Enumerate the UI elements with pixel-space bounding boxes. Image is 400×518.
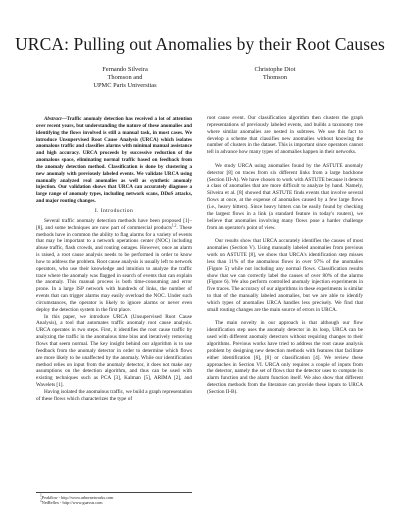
- abstract: [36, 116, 192, 205]
- author-block: [220, 66, 330, 82]
- body-paragraph: Our results show that URCA accurately identifies the causes of most anomalies (Section V). Using manually labeled anomalies from previous work on ASTUTE [8], we show that URCA's identification step misses less than 11% of the anomalous flows in over 97% of the anomalies (Figure 5) while not including any normal flows. Classification results show that we can correctly label the causes of over 80% of the alarms (Figure 6). We also perform controlled anomaly injection experiments in five traces. The accuracy of our algorithms in these experiments is similar to that of the manually labeled anomalies, but we are able to identify which types of anomalies URCA handles less precisely. We find that small routing changes are the main source of errors in URCA.: [207, 238, 363, 313]
- body-paragraph: root cause event. Our classification algorithm then clusters the graph representations of previously labeled events, and builds a taxonomy tree where similar anomalies are nested in subtrees. We use this fact to develop a scheme that classifies new anomalies without knowing the number of clusters in the dataset. This is important since operators cannot tell in advance how many types of anomalies happen in their networks.: [207, 115, 363, 156]
- paper-title: URCA: Pulling out Anomalies by their Root Causes: [15, 34, 385, 54]
- abstract-text: —Traffic anomaly detection has received a lot of attention over recent years, but understanding the nature of these anomalies and identifying the flows involved is still a manual task, in most cases. We introduce Unsupervised Root Cause Analysis (URCA) which isolates anomalous traffic and classifies alarms with minimal manual assistance and high accuracy. URCA proceeds by successive reduction of the anomalous space, eliminating normal traffic based on feedback from the anomaly detection method. Classification is done by clustering a new anomaly with previously labeled events. We validate URCA using manually analyzed real anomalies as well as synthetic anomaly injection. Our validation shows that URCA can accurately diagnose a large range of anomaly types, including network scans, DDoS attacks, and major routing changes.: [36, 116, 192, 205]
- body-paragraph: [36, 218, 192, 314]
- footnote: [36, 500, 192, 505]
- author-affiliation: Thomson: [262, 74, 288, 81]
- body-paragraph: In this paper, we introduce URCA (Unsupervised Root Cause Analysis), a tool that automates traffic anomaly root cause analysis. URCA operates in two steps. First, it identifies the root cause traffic by analyzing the traffic in the anomalous time bins and iteratively removing flows that seem normal. The key insight behind our algorithm is to use feedback from the anomaly detector in order to determine which flows are more likely to be unaffected by the anomaly. While our identification method relies on input from the anomaly detector, it does not make any assumptions on the detection algorithm, and thus can be used with existing techniques such as PCA [3], Kalman [5], ARIMA [2], and Wavelets [1].: [36, 313, 192, 389]
- body-paragraph: Having isolated the anomalous traffic, we build a graph representation of these flows which characterizes the type of: [36, 388, 192, 402]
- footnote-ref: 1,2: [171, 222, 177, 227]
- footnote-mark: 1: [40, 493, 42, 498]
- footnote-mark: 2: [40, 498, 42, 503]
- author-affiliation: Thomson and: [107, 74, 143, 81]
- abstract-label: Abstract: [44, 116, 62, 122]
- footnote-text: NetReflex - http://www.guavus.com: [41, 499, 103, 505]
- section-heading: I. Introduction: [94, 207, 134, 214]
- right-column: [207, 115, 363, 396]
- body-paragraph: We study URCA using anomalies found by the ASTUTE anomaly detector [8] on traces from six different links from a large backbone (Section III-A). We have chosen to work with ASTUTE because it detects a class of anomalies that are more difficult to analyze by hand. Namely, Silveira et al. [8] showed that ASTUTE finds events that involve several flows at once, at the expense of anomalies caused by a few large flows (i.e., heavy hitters). Since heavy hitters can be easily found by checking the largest flows in a link (a standard feature in today's routers), we believe that anomalies involving many flows pose a harder challenge from an operator's point of view.: [207, 162, 363, 231]
- footnote-text: Peakflow - http://www.arbornetworks.com: [41, 494, 114, 500]
- left-column: [36, 116, 192, 403]
- author-block: [70, 66, 180, 90]
- footnotes: [36, 492, 192, 505]
- author-affiliation: UPMC Paris Universitas: [93, 82, 157, 89]
- body-paragraph: The main novelty in our approach is that although our flow identification step uses the anomaly detector in its loop, URCA can be used with different anomaly detectors without requiring changes to their algorithms. Previous works have tried to address the root cause analysis problem by designing new detection methods with features that facilitate either identification [6], [8] or classification [4]. We review these approaches in Section VI. URCA only requires a couple of inputs from the detector, namely the set of flows that the detector uses to compute its alarm function and the alarm function itself. We also show that different detection methods from the literature can provide these inputs to URCA (Section II-B).: [207, 320, 363, 395]
- author-name: Fernando Silveira: [102, 66, 148, 73]
- paragraph-text: Several traffic anomaly detection methods have been proposed [1]–[8], and some techniques are now part of commercial products: [36, 217, 192, 231]
- author-name: Christophe Diot: [254, 66, 296, 73]
- paragraph-text: . These methods have in common the ability to flag alarms for a variety of events that may be important to a network operations center (NOC) including abuse traffic, flash crowds, and routing outages. However, once an alarm is raised, a root cause analysis needs to be performed in order to know how to address the problem. Root cause analysis is usually left to network operators, who use their knowledge and intuition to analyze the traffic trace where the anomaly was flagged in search of events that can explain the anomaly. This manual process is both time-consuming and error prone. In a large ISP network with hundreds of links, the number of events that can trigger alarms may easily overload the NOC. Under such circumstances, the operator is likely to ignore alarms or never even deploy the detection system in the first place.: [36, 224, 192, 313]
